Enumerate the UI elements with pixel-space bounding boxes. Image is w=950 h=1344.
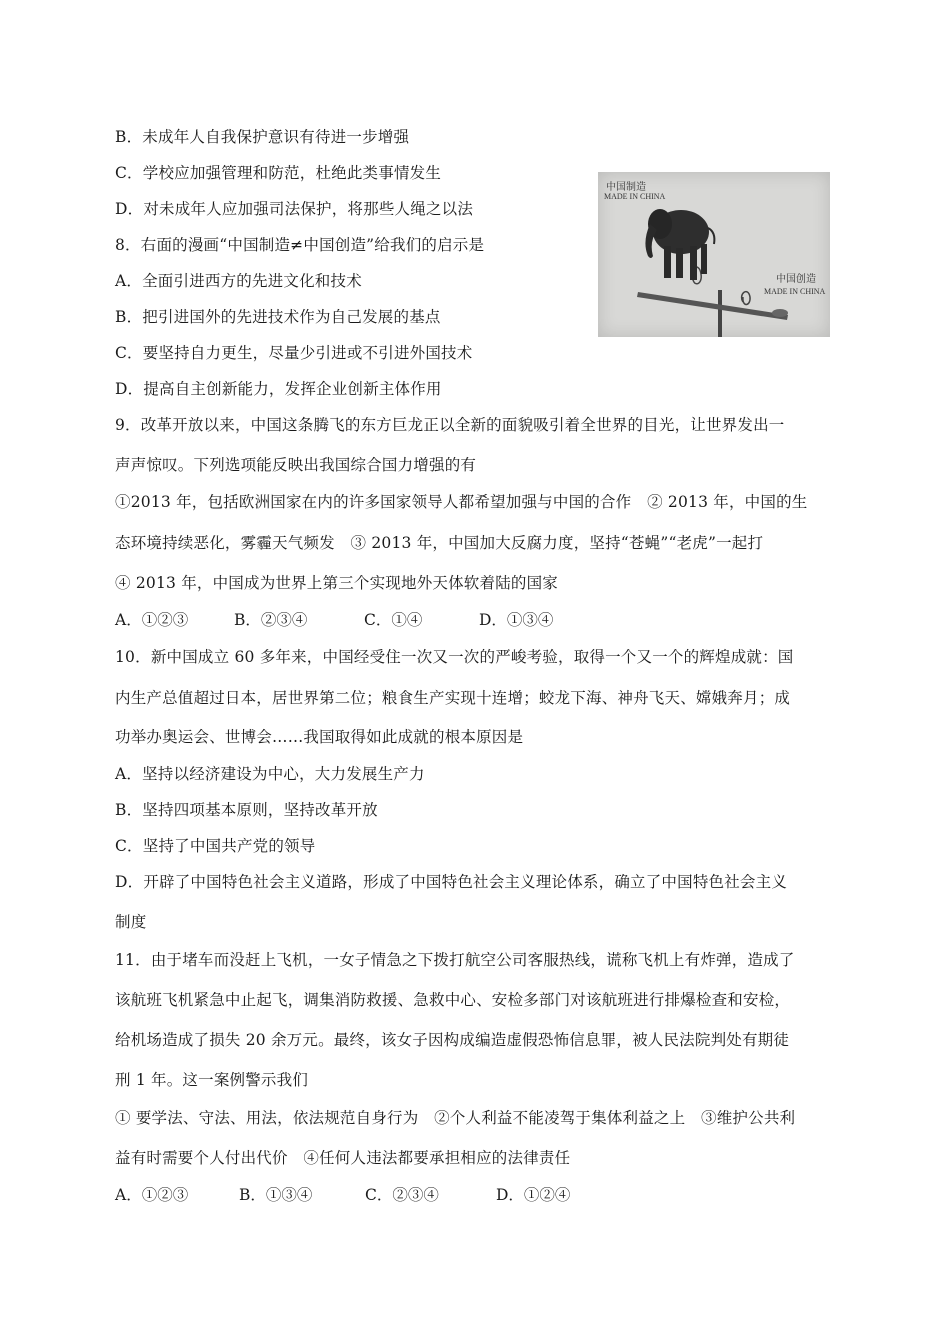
q11-stem-line5: ① 要学法、守法、用法，依法规范自身行为 ②个人利益不能凌驾于集体利益之上 ③维护公共利 — [115, 1109, 796, 1127]
q8-stem: 8．右面的漫画“中国制造≠中国创造”给我们的启示是 — [115, 236, 485, 254]
q8-option-b: B．把引进国外的先进技术作为自己发展的基点 — [115, 308, 441, 326]
q9-option-b: B．②③④ — [234, 611, 308, 629]
q10-stem-line3: 功举办奥运会、世博会……我国取得如此成就的根本原因是 — [115, 728, 524, 746]
cartoon-label-right-en: MADE IN CHINA — [764, 287, 826, 296]
q11-stem-line2: 该航班飞机紧急中止起飞，调集消防救援、急救中心、安检多部门对该航班进行排爆检查和安检， — [115, 991, 791, 1009]
q8-option-c: C．要坚持自力更生，尽量少引进或不引进外国技术 — [115, 344, 473, 362]
q10-option-d-line2: 制度 — [115, 913, 147, 931]
q11-stem-line4: 刑 1 年。这一案例警示我们 — [115, 1071, 309, 1089]
q10-option-a: A．坚持以经济建设为中心，大力发展生产力 — [115, 765, 425, 783]
q7-option-d: D．对未成年人应加强司法保护，将那些人绳之以法 — [115, 200, 474, 218]
q8-option-a: A．全面引进西方的先进文化和技术 — [115, 272, 362, 290]
q11-option-b: B．①③④ — [239, 1186, 313, 1204]
q7-option-c: C．学校应加强管理和防范，杜绝此类事情发生 — [115, 164, 442, 182]
cartoon-label-right-cn: 中国创造 — [776, 274, 816, 285]
q9-option-c: C．①④ — [364, 611, 423, 629]
q11-stem-line1: 11．由于堵车而没赶上飞机，一女子情急之下拨打航空公司客服热线，谎称飞机上有炸弹，造成了 — [115, 951, 795, 969]
q9-stem-line5: ④ 2013 年，中国成为世界上第三个实现地外天体软着陆的国家 — [115, 574, 559, 592]
q11-stem-line3: 给机场造成了损失 20 余万元。最终，该女子因构成编造虚假恐怖信息罪，被人民法院判处有期徒 — [115, 1031, 790, 1049]
q11-option-c: C．②③④ — [365, 1186, 439, 1204]
q9-stem-line4: 态环境持续恶化，雾霾天气频发 ③ 2013 年，中国加大反腐力度，坚持“苍蝇”“老虎”一起打 — [115, 534, 764, 552]
q9-option-a: A．①②③ — [115, 611, 189, 629]
q10-stem-line1: 10．新中国成立 60 多年来，中国经受住一次又一次的严峻考验，取得一个又一个的辉煌成就：国 — [115, 648, 794, 666]
q11-option-a: A．①②③ — [115, 1186, 189, 1204]
q11-stem-line6: 益有时需要个人付出代价 ④任何人违法都要承担相应的法律责任 — [115, 1149, 571, 1167]
q7-option-b: B．未成年人自我保护意识有待进一步增强 — [115, 128, 410, 146]
q8-option-d: D．提高自主创新能力，发挥企业创新主体作用 — [115, 380, 442, 398]
q10-stem-line2: 内生产总值超过日本，居世界第二位；粮食生产实现十连增；蛟龙下海、神舟飞天、嫦娥奔月；成 — [115, 689, 791, 707]
cartoon-label-left-cn: 中国制造 — [606, 182, 646, 193]
q10-option-b: B．坚持四项基本原则，坚持改革开放 — [115, 801, 378, 819]
cartoon-image — [598, 172, 830, 337]
q9-stem-line2: 声声惊叹。下列选项能反映出我国综合国力增强的有 — [115, 456, 477, 474]
q9-stem-line3: ①2013 年，包括欧洲国家在内的许多国家领导人都希望加强与中国的合作 ② 2013 年，中国的生 — [115, 493, 808, 511]
cartoon-label-left-en: MADE IN CHINA — [604, 192, 666, 201]
q10-option-c: C．坚持了中国共产党的领导 — [115, 837, 316, 855]
q11-option-d: D．①②④ — [496, 1186, 571, 1204]
q9-stem-line1: 9．改革开放以来，中国这条腾飞的东方巨龙正以全新的面貌吸引着全世界的目光，让世界发出一 — [115, 416, 785, 434]
q10-option-d-line1: D．开辟了中国特色社会主义道路，形成了中国特色社会主义理论体系，确立了中国特色社会主义 — [115, 873, 788, 891]
q9-option-d: D．①③④ — [479, 611, 554, 629]
